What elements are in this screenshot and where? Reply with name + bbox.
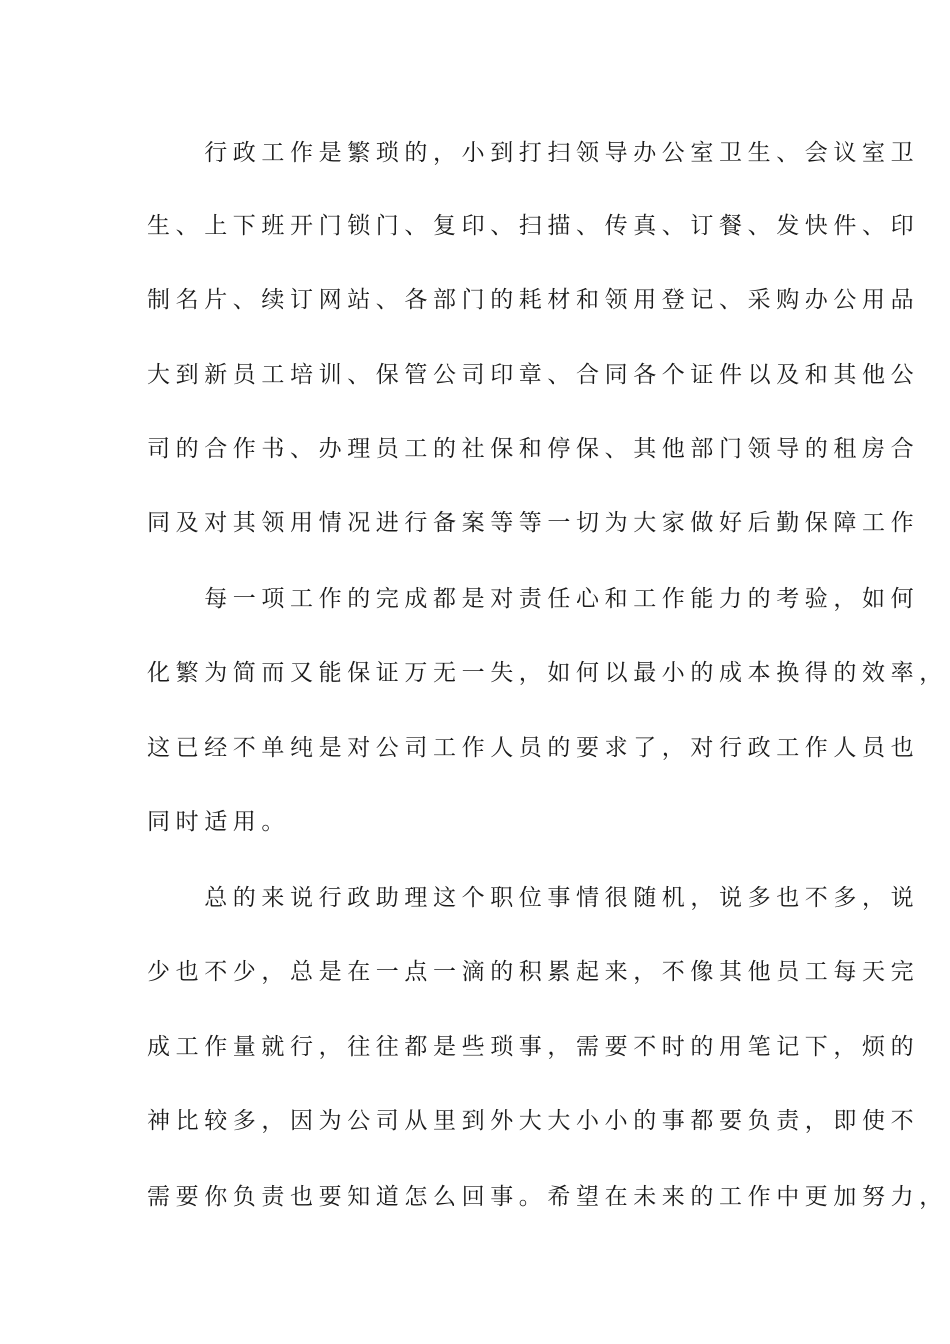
text-line: 大到新员工培训、保管公司印章、合同各个证件以及和其他公 (147, 362, 920, 388)
text-line: 制名片、续订网站、各部门的耗材和领用登记、采购办公用品 (147, 287, 920, 313)
text-line: 生、上下班开门锁门、复印、扫描、传真、订餐、发快件、印 (147, 213, 920, 239)
text-line: 司的合作书、办理员工的社保和停保、其他部门领导的租房合 (147, 436, 920, 462)
text-line: 神比较多，因为公司从里到外大大小小的事都要负责，即使不 (147, 1108, 920, 1134)
text-line: 化繁为简而又能保证万无一失，如何以最小的成本换得的效率， (147, 660, 948, 686)
text-line: 少也不少，总是在一点一滴的积累起来，不像其他员工每天完 (147, 959, 920, 985)
text-line: 成工作量就行，往往都是些琐事，需要不时的用笔记下，烦的 (147, 1034, 920, 1060)
text-line: 行政工作是繁琐的，小到打扫领导办公室卫生、会议室卫 (147, 140, 920, 166)
text-line: 总的来说行政助理这个职位事情很随机，说多也不多，说 (147, 885, 920, 911)
text-line: 同时适用。 (147, 809, 290, 835)
text-line: 这已经不单纯是对公司工作人员的要求了，对行政工作人员也 (147, 735, 920, 761)
text-line: 每一项工作的完成都是对责任心和工作能力的考验，如何 (147, 586, 920, 612)
text-line: 需要你负责也要知道怎么回事。希望在未来的工作中更加努力， (147, 1184, 948, 1210)
text-line: 同及对其领用情况进行备案等等一切为大家做好后勤保障工作 (147, 510, 920, 536)
